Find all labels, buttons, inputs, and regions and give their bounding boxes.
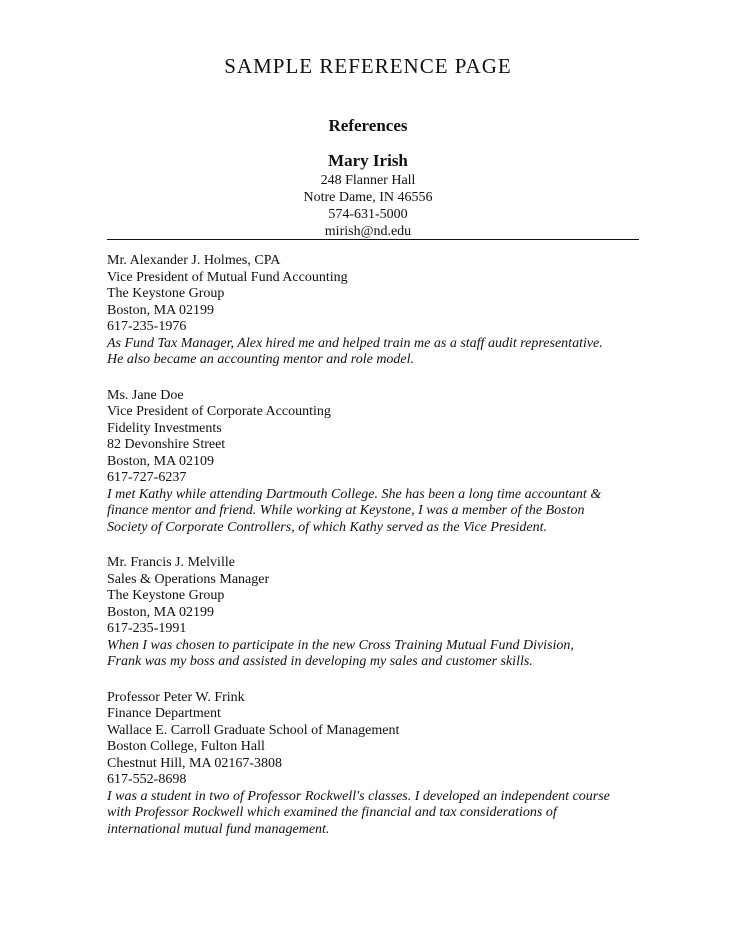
- reference-note-line: Frank was my boss and assisted in developing my sales and customer skills.: [107, 654, 533, 669]
- applicant-email: mirish@nd.edu: [324, 224, 412, 239]
- reference-entry: [107, 690, 647, 839]
- reference-department: Finance Department: [107, 706, 221, 721]
- reference-note-line: As Fund Tax Manager, Alex hired me and helped train me as a staff audit representative.: [107, 335, 603, 351]
- reference-building: Boston College, Fulton Hall: [107, 739, 265, 754]
- reference-note-line: I met Kathy while attending Dartmouth College. She has been a long time accountant &: [107, 486, 602, 502]
- reference-name: Professor Peter W. Frink: [107, 689, 245, 705]
- reference-phone: 617-727-6237: [107, 470, 187, 485]
- reference-note-line: When I was chosen to participate in the new Cross Training Mutual Fund Division,: [107, 637, 574, 653]
- reference-name: Mr. Alexander J. Holmes, CPA: [107, 253, 281, 268]
- applicant-address: 248 Flanner Hall: [320, 173, 416, 188]
- reference-phone: 617-552-8698: [107, 772, 187, 787]
- divider-line: [107, 239, 639, 240]
- applicant-name: Mary Irish: [328, 151, 408, 170]
- reference-phone: 617-235-1976: [107, 319, 187, 334]
- reference-organization: The Keystone Group: [107, 588, 225, 603]
- reference-entry: [107, 253, 647, 369]
- reference-phone: 617-235-1991: [107, 621, 187, 636]
- reference-entry: [107, 555, 647, 671]
- reference-city: Boston, MA 02109: [107, 453, 214, 469]
- reference-title: Sales & Operations Manager: [107, 571, 270, 587]
- reference-organization: Fidelity Investments: [107, 420, 222, 436]
- reference-street: 82 Devonshire Street: [107, 437, 226, 452]
- references-heading: References: [328, 116, 408, 135]
- reference-city: Chestnut Hill, MA 02167-3808: [107, 755, 283, 771]
- reference-name: Mr. Francis J. Melville: [107, 555, 235, 570]
- reference-note-line: with Professor Rockwell which examined the financial and tax considerations of: [107, 805, 557, 820]
- applicant-city: Notre Dame, IN 46556: [303, 190, 433, 205]
- reference-title: Vice President of Mutual Fund Accounting: [107, 269, 348, 285]
- reference-city: Boston, MA 02199: [107, 604, 214, 620]
- reference-title: Vice President of Corporate Accounting: [107, 404, 331, 419]
- reference-city: Boston, MA 02199: [107, 302, 214, 318]
- reference-note-line: Society of Corporate Controllers, of which Kathy served as the Vice President.: [107, 519, 548, 535]
- reference-note-line: finance mentor and friend. While working at Keystone, I was a member of the Boston: [107, 503, 585, 518]
- references-list: [107, 253, 647, 857]
- applicant-contact-block: [0, 150, 736, 240]
- reference-note-line: I was a student in two of Professor Rockwell's classes. I developed an independent course: [107, 788, 610, 804]
- reference-note-line: international mutual fund management.: [107, 821, 330, 837]
- reference-organization: The Keystone Group: [107, 286, 225, 301]
- reference-organization: Wallace E. Carroll Graduate School of Management: [107, 722, 400, 738]
- reference-name: Ms. Jane Doe: [107, 387, 184, 403]
- page-title: SAMPLE REFERENCE PAGE: [224, 54, 512, 78]
- reference-note-line: He also became an accounting mentor and role model.: [107, 352, 415, 367]
- reference-entry: [107, 388, 647, 537]
- applicant-phone: 574-631-5000: [328, 207, 408, 222]
